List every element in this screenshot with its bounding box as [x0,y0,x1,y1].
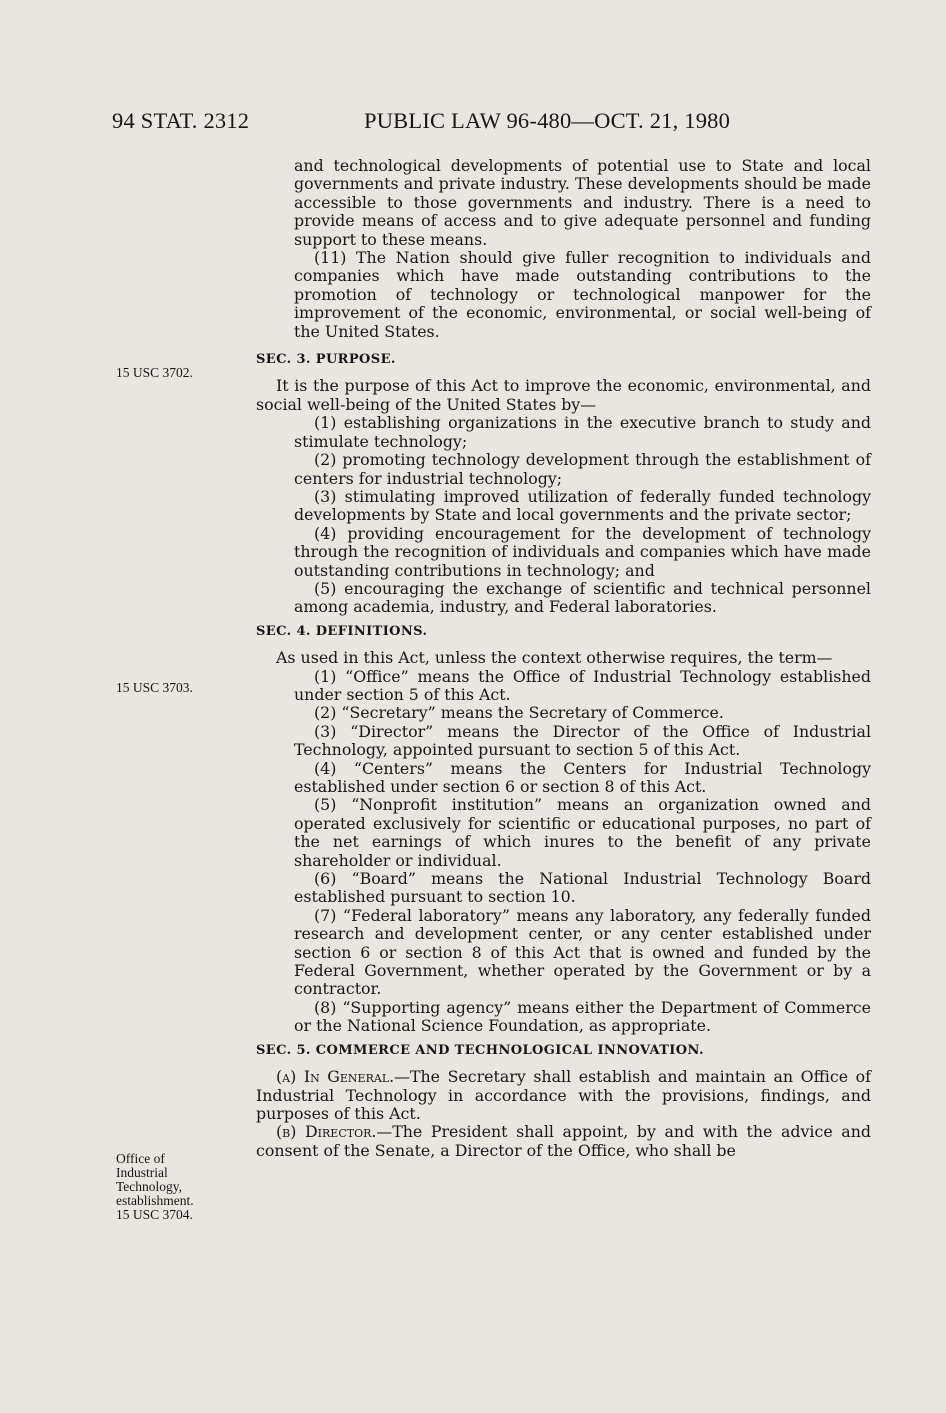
sec5-heading: SEC. 5. COMMERCE AND TECHNOLOGICAL INNOVATION. [256,1042,704,1058]
sec4-item: (2) “Secretary” means the Secretary of Commerce. [314,703,724,723]
sec4-item: (4) “Centers” means the Centers for Industrial Technology established under section 6 or section 8 of this Act. [294,758,871,796]
sec5-a-label: (a) In General. [276,1067,395,1087]
sec4-item: (5) “Nonprofit institution” means an organization owned and operated exclusively for scientific or educational purposes, no part of the net earnings of which inures to the benefit of any private shareholder or individual. [294,795,871,870]
sec4-item: (8) “Supporting agency” means either the Department of Commerce or the National Science Foundation, as appropriate. [294,997,871,1036]
sec5-a-text: —The Secretary shall establish and maintain an Office of Industrial Technology in accordance with the provisions, findings, and purposes of this Act. [256,1067,871,1123]
margin-note-sec3: 15 USC 3702. [116,365,193,380]
sec4-item: (3) “Director” means the Director of the Office of Industrial Technology, appointed pursuant to section 5 of this Act. [294,721,871,760]
sec3-item: (3) stimulating improved utilization of federally funded technology developments by State and local governments and the private sector; [294,486,871,525]
sec3-item: (1) establishing organizations in the executive branch to study and stimulate technology; [294,413,871,451]
sec3-item: (2) promoting technology development through the establishment of centers for industrial technology; [294,450,871,488]
sec3-heading: SEC. 3. PURPOSE. [256,352,396,368]
sec3-item: (5) encouraging the exchange of scientific and technical personnel among academia, industry, and Federal laboratories. [294,578,871,617]
sec5-b-text: —The President shall appoint, by and with the advice and consent of the Senate, a Director of the Office, who shall be [256,1122,871,1160]
law-title: PUBLIC LAW 96-480—OCT. 21, 1980 [364,108,731,133]
sec4-item: (1) “Office” means the Office of Industrial Technology established under section 5 of this Act. [294,666,871,704]
sec5-b-label: (b) Director. [276,1122,377,1142]
margin-note-sec5: Office of Industrial Technology, establishment. 15 USC 3704. [116,1151,194,1222]
sec5-subsection-a [256,1068,871,1123]
sec4-item: (7) “Federal laboratory” means any laboratory, any federally funded research and development center, or any center established under section 6 or section 8 of this Act that is owned and funded by the Federal Government, whether operated by the Government or by a contractor. [294,905,871,999]
statute-page-ref: 94 STAT. 2312 [112,108,250,133]
sec5-subsection-b [256,1123,871,1160]
sec4-intro: As used in this Act, unless the context otherwise requires, the term— [276,648,833,668]
finding-11: (11) The Nation should give fuller recognition to individuals and companies which have made outstanding contributions to the promotion of technology or technological manpower for the improvement of the economic, environmental, or social well-being of the United States. [294,248,871,341]
sec4-item: (6) “Board” means the National Industrial Technology Board established pursuant to section 10. [294,869,871,907]
sec3-intro: It is the purpose of this Act to improve the economic, environmental, and social well-being of the United States by— [256,376,871,414]
main-text [256,157,871,1160]
margin-note-sec4: 15 USC 3703. [116,680,193,695]
intro-paragraph: and technological developments of potential use to State and local governments and private industry. These developments should be made accessible to those governments and industry. There is a need to provide means of access and to give adequate personnel and funding support to these means. [294,156,871,249]
sec3-item: (4) providing encouragement for the development of technology through the recognition of individuals and companies which have made outstanding contributions in technology; and [294,523,871,580]
sec4-heading: SEC. 4. DEFINITIONS. [256,623,428,639]
